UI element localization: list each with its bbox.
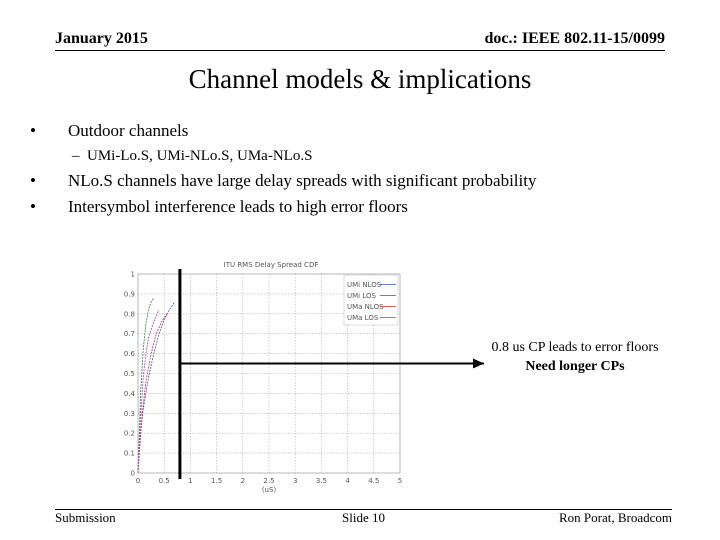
slide-title: Channel models & implications <box>188 64 532 94</box>
annotation <box>470 338 680 376</box>
x-tick-label: 4.5 <box>368 477 380 485</box>
legend-label: UMi LOS <box>347 292 376 300</box>
y-tick-label: 0.5 <box>123 370 135 378</box>
x-tick-label: 2.5 <box>263 477 275 485</box>
x-tick-label: 0.5 <box>158 477 170 485</box>
delay-spread-cdf-chart <box>112 255 412 505</box>
series-line <box>138 302 175 473</box>
x-tick-label: 0 <box>135 477 141 485</box>
bullet-outdoor-channels: Outdoor channels <box>68 121 189 140</box>
bullet-marker: • <box>30 121 36 140</box>
header-rule <box>55 50 665 51</box>
x-tick-label: 5 <box>397 477 403 485</box>
x-tick-label: 3.5 <box>315 477 327 485</box>
x-tick-label: 1.5 <box>211 477 223 485</box>
y-tick-label: 0.1 <box>123 449 135 458</box>
annotation-longer-cp-text: Need longer CPs <box>525 359 625 374</box>
y-tick-label: 0 <box>130 469 135 478</box>
x-tick-label: 1 <box>188 477 193 485</box>
y-tick-label: 1 <box>130 270 135 279</box>
legend-label: UMi NLOS <box>347 281 382 289</box>
annotation-error-floor-text: 0.8 us CP leads to error floors <box>491 340 659 355</box>
header-date: January 2015 <box>55 30 148 47</box>
bullet-nlos-delay-spread: NLo.S channels have large delay spreads with significant probability <box>68 171 537 190</box>
chart-title: ITU RMS Delay Spread CDF <box>223 261 319 269</box>
legend-label: UMa NLOS <box>347 303 384 311</box>
y-tick-label: 0.9 <box>123 290 135 299</box>
y-tick-label: 0.3 <box>123 409 135 418</box>
x-tick-label: 3 <box>292 477 298 485</box>
header-doc-id: doc.: IEEE 802.11-15/0099 <box>484 30 665 47</box>
sub-bullet-dash: – <box>72 148 80 164</box>
x-tick-label: 2 <box>240 477 246 485</box>
bullet-marker: • <box>30 171 36 190</box>
y-tick-label: 0.4 <box>123 389 135 398</box>
footer-submission: Submission <box>55 510 116 525</box>
sub-bullet <box>72 148 312 165</box>
y-tick-label: 0.7 <box>123 330 135 339</box>
y-tick-label: 0.6 <box>123 350 135 359</box>
footer-author: Ron Porat, Broadcom <box>558 510 672 525</box>
series-line <box>138 310 159 473</box>
sub-bullet-channel-list: UMi-Lo.S, UMi-NLo.S, UMa-NLo.S <box>87 148 313 164</box>
x-axis-label: (uS) <box>261 486 277 494</box>
y-tick-label: 0.8 <box>123 310 135 319</box>
footer-slide-number: Slide 10 <box>342 510 385 525</box>
y-tick-label: 0.2 <box>123 429 135 438</box>
legend-label: UMa LOS <box>347 314 379 322</box>
bullet-marker: • <box>30 197 36 216</box>
series-line <box>138 298 154 473</box>
x-tick-label: 4 <box>345 477 350 485</box>
bullet-isi-error-floors: Intersymbol interference leads to high error floors <box>68 197 408 216</box>
